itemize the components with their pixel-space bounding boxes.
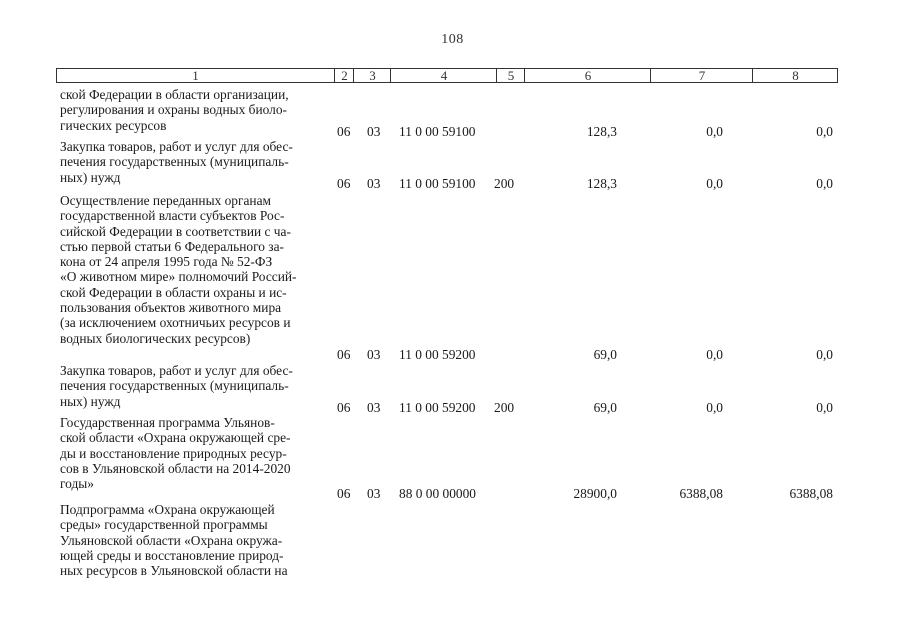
cell-subsection: 03 xyxy=(367,400,381,415)
header-col-2: 2 xyxy=(334,69,354,82)
cell-target-article: 11 0 00 59100 xyxy=(399,176,476,191)
cell-target-article: 88 0 00 00000 xyxy=(399,486,476,501)
description-line: (за исключением охотничьих ресурсов и xyxy=(60,315,291,331)
header-col-3: 3 xyxy=(353,69,391,82)
description-line: гических ресурсов xyxy=(60,117,167,133)
description-line: ющей среды и восстановление природ- xyxy=(60,547,284,563)
cell-amount-2: 0,0 xyxy=(706,400,723,415)
cell-section: 06 xyxy=(337,124,351,139)
description-line: Ульяновской области «Охрана окружа- xyxy=(60,532,283,548)
description-line: ды и восстановление природных ресур- xyxy=(60,445,287,461)
row-description xyxy=(60,502,328,578)
header-col-6: 6 xyxy=(524,69,651,82)
row-description xyxy=(60,415,328,491)
cell-amount-3: 0,0 xyxy=(816,400,833,415)
description-line: годы» xyxy=(60,476,94,492)
description-line: ской Федерации в области организации, xyxy=(60,87,289,102)
cell-amount-1: 128,3 xyxy=(586,124,617,139)
cell-section: 06 xyxy=(337,176,351,191)
description-line: ской Федерации в области охраны и ис- xyxy=(60,284,287,300)
description-line: «О животном мире» полномочий Россий- xyxy=(60,269,297,285)
description-line: сийской Федерации в соответствии с ча- xyxy=(60,223,291,239)
description-line: ных) нужд xyxy=(60,393,121,409)
cell-amount-3: 0,0 xyxy=(816,176,833,191)
cell-target-article: 11 0 00 59200 xyxy=(399,400,476,415)
cell-target-article: 11 0 00 59100 xyxy=(399,124,476,139)
cell-amount-1: 69,0 xyxy=(593,347,617,362)
description-line: Осуществление переданных органам xyxy=(60,193,272,208)
header-col-1: 1 xyxy=(192,68,199,83)
header-col-5: 5 xyxy=(496,69,525,82)
cell-amount-3: 0,0 xyxy=(816,124,833,139)
description-line: ской области «Охрана окружающей сре- xyxy=(60,430,291,446)
cell-subsection: 03 xyxy=(367,347,381,362)
cell-amount-1: 69,0 xyxy=(593,400,617,415)
description-line: государственной власти субъектов Рос- xyxy=(60,208,285,224)
description-line: сов в Ульяновской области на 2014-2020 xyxy=(60,460,291,476)
description-line: Закупка товаров, работ и услуг для обес- xyxy=(60,139,293,154)
header-col-8: 8 xyxy=(752,69,838,82)
row-description xyxy=(60,87,328,133)
cell-subsection: 03 xyxy=(367,486,381,501)
row-description xyxy=(60,363,328,409)
cell-section: 06 xyxy=(337,486,351,501)
description-line: Закупка товаров, работ и услуг для обес- xyxy=(60,363,293,378)
cell-expense-type: 200 xyxy=(494,176,515,191)
description-line: Подпрограмма «Охрана окружающей xyxy=(60,502,275,517)
cell-expense-type: 200 xyxy=(494,400,515,415)
cell-amount-2: 0,0 xyxy=(706,176,723,191)
cell-section: 06 xyxy=(337,347,351,362)
description-line: стью первой статьи 6 Федерального за- xyxy=(60,238,284,254)
row-description xyxy=(60,139,328,185)
cell-subsection: 03 xyxy=(367,124,381,139)
cell-amount-3: 0,0 xyxy=(816,347,833,362)
cell-amount-3: 6388,08 xyxy=(789,486,833,501)
description-line: пользования объектов животного мира xyxy=(60,300,282,316)
description-line: кона от 24 апреля 1995 года № 52-ФЗ xyxy=(60,254,273,270)
description-line: печения государственных (муниципаль- xyxy=(60,378,289,394)
description-line: среды» государственной программы xyxy=(60,517,268,533)
description-line: ных ресурсов в Ульяновской области на xyxy=(60,563,288,579)
description-line: Государственная программа Ульянов- xyxy=(60,415,275,430)
header-col-7: 7 xyxy=(650,69,753,82)
cell-target-article: 11 0 00 59200 xyxy=(399,347,476,362)
cell-section: 06 xyxy=(337,400,351,415)
table-header xyxy=(56,68,838,83)
cell-subsection: 03 xyxy=(367,176,381,191)
cell-amount-2: 0,0 xyxy=(706,347,723,362)
page-number: 108 xyxy=(441,32,464,47)
description-line: ных) нужд xyxy=(60,169,121,185)
row-description xyxy=(60,193,328,346)
cell-amount-1: 28900,0 xyxy=(573,486,617,501)
cell-amount-2: 0,0 xyxy=(706,124,723,139)
cell-amount-1: 128,3 xyxy=(586,176,617,191)
cell-amount-2: 6388,08 xyxy=(679,486,723,501)
header-col-4: 4 xyxy=(390,69,497,82)
description-line: водных биологических ресурсов) xyxy=(60,330,251,346)
description-line: регулирования и охраны водных биоло- xyxy=(60,102,288,118)
description-line: печения государственных (муниципаль- xyxy=(60,154,289,170)
